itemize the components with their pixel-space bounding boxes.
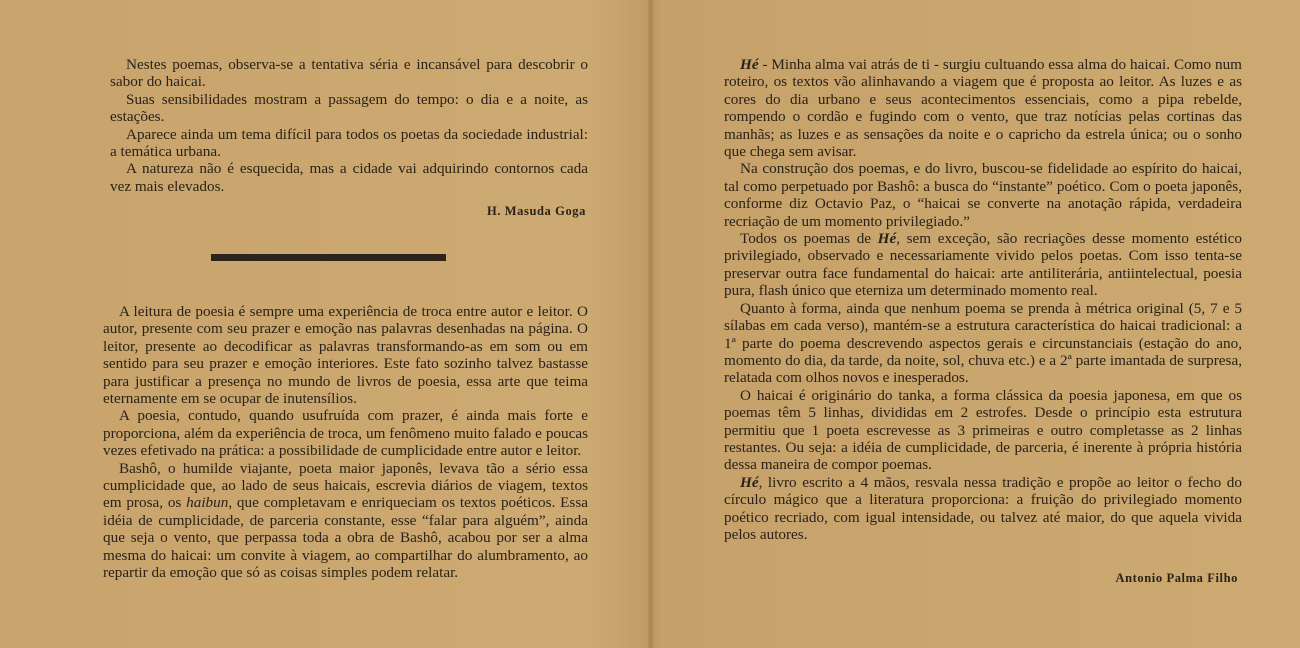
text-span: , livro escrito a 4 mãos, resvala nessa tradição e propõe ao leitor o fecho do círculo mágico que a literatura proporciona: a fruição do privilegiado momento poético recriado, com igual intensidade, ou talvez até maior, do que aquela vivida pelos autores. bbox=[724, 473, 1242, 543]
intro-paragraph: Aparece ainda um tema difícil para todos os poetas da sociedade industrial: a temática urbana. bbox=[110, 125, 588, 161]
essay-text bbox=[103, 303, 588, 582]
essay-paragraph: A leitura de poesia é sempre uma experiência de troca entre autor e leitor. O autor, presente com seu prazer e emoção nas palavras desenhadas na página. O leitor, presente ao decodificar as palavras transformando-as em som ou em sentido para seu prazer e emoção interiores. Este fato sozinho talvez bastasse para justificar a presença no mundo de livros de poesia, essa arte que teima eternamente em se ocupar de inutensílios. bbox=[103, 303, 588, 408]
text-span: , que completavam e enriqueciam os textos poéticos. Essa idéia de cumplicidade, de parceria constante, esse “falar para alguém”, ainda que seja o vento, que perpassa toda a obra de Bashô, acabou por ser a alma mesma do haicai: um convite à viagem, ao compartilhar do alumbramento, ao repartir da emoção que só as coisas simples podem relatar. bbox=[103, 494, 588, 582]
right-paragraph bbox=[724, 230, 1242, 300]
right-paragraph bbox=[724, 474, 1242, 544]
essay-paragraph: A poesia, contudo, quando usufruída com prazer, é ainda mais forte e proporciona, além da experiência de troca, um fenômeno muito falado e poucas vezes efetivado na prática: a possibilidade de cumplicidade entre autor e leitor. bbox=[103, 407, 588, 460]
intro-paragraph: Nestes poemas, observa-se a tentativa séria e incansável para descobrir o sabor do haicai. bbox=[110, 56, 588, 91]
essay-paragraph bbox=[103, 460, 588, 582]
intro-paragraph: A natureza não é esquecida, mas a cidade vai adquirindo contornos cada vez mais elevados. bbox=[110, 160, 588, 195]
intro-paragraph: Suas sensibilidades mostram a passagem do tempo: o dia e a noite, as estações. bbox=[110, 90, 588, 126]
book-title: Hé bbox=[740, 56, 759, 73]
left-page bbox=[0, 0, 648, 648]
italic-term: haibun bbox=[186, 494, 229, 512]
signature-masuda-goga: H. Masuda Goga bbox=[486, 204, 586, 218]
right-paragraph: Na construção dos poemas, e do livro, buscou-se fidelidade ao espírito do haicai, tal como perpetuado por Bashô: a busca do “instante” poético. Com o poeta japonês, conforme diz Octavio Paz, o “haicai se converte na anotação rápida, verdadeira recriação de um momento privilegiado.” bbox=[724, 160, 1242, 230]
right-text bbox=[724, 56, 1242, 543]
right-paragraph: Quanto à forma, ainda que nenhum poema se prenda à métrica original (5, 7 e 5 sílabas em cada verso), mantém-se a estrutura característica do haicai tradicional: a 1ª parte do poema descrevendo aspectos gerais e circunstanciais (estação do ano, momento do dia, da tarde, da noite, sol, chuva etc.) e a 2ª parte imantada de surpresa, relatada com olhos novos e inesperados. bbox=[724, 299, 1242, 387]
right-paragraph bbox=[724, 56, 1242, 160]
text-span: , sem exceção, são recriações desse momento estético privilegiado, observado e necessariamente vivido pelos poetas. Com isso tenta-se preservar outra face fundamental do haicai: arte antiliterária, antiintelectual, poesia pura, flash único que eterniza um determinado momento real. bbox=[724, 230, 1243, 300]
signature-palma-filho: Antonio Palma Filho bbox=[1115, 571, 1238, 585]
book-title: Hé bbox=[877, 230, 897, 248]
right-paragraph: O haicai é originário do tanka, a forma clássica da poesia japonesa, em que os poemas têm 5 linhas, divididas em 2 estrofes. Desde o princípio esta estrutura permitiu que 1 poeta escrevesse as 3 primeiras e outro completasse as 2 linhas restantes. Ou seja: a idéia de cumplicidade, de parceria, é inerente à própria história dessa maneira de compor poemas. bbox=[724, 386, 1242, 474]
section-divider bbox=[211, 254, 446, 261]
text-span: - Minha alma vai atrás de ti - surgiu cultuando essa alma do haicai. Como num roteiro, os textos vão alinhavando a viagem que é proposta ao leitor. As luzes e as cores do dia urbano e seus acontecimentos essenciais, como a pipa rebelde, rompendo o cordão e fugindo com o vento, que traz notícias pelas cortinas das manhãs; as luzes e as sensações da noite e o capricho da estrela única; ou o sonho que chega sem avisar. bbox=[724, 56, 1242, 161]
right-page bbox=[654, 0, 1300, 648]
intro-text bbox=[110, 56, 588, 195]
text-span: Bashô, o humilde viajante, poeta maior japonês, levava tão a sério essa cumplicidade que, ao lado de seus haicais, escrevia diários de viagem, textos em prosa, os bbox=[103, 459, 588, 512]
text-span: Todos os poemas de bbox=[740, 230, 878, 248]
book-title: Hé bbox=[740, 473, 759, 491]
